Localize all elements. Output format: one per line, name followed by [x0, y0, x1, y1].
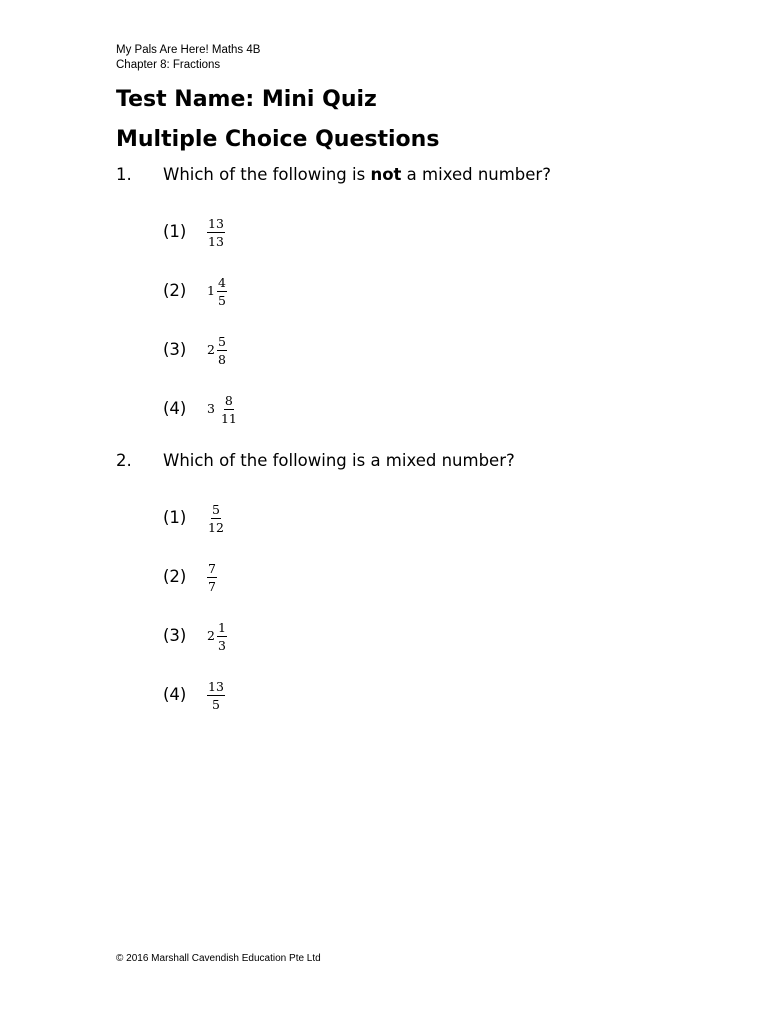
- numerator: 4: [217, 274, 226, 290]
- test-name-heading: Test Name: Mini Quiz: [116, 87, 377, 112]
- fraction: [217, 275, 227, 308]
- fraction: [217, 334, 227, 367]
- q1-option-2-fraction: [207, 271, 227, 311]
- numerator: 13: [208, 678, 224, 694]
- denominator: 8: [217, 351, 226, 367]
- question-1-text-after: a mixed number?: [401, 165, 551, 184]
- fraction: [207, 561, 217, 594]
- q2-option-1-label: (1): [163, 508, 187, 527]
- question-2-number: 2.: [116, 451, 132, 470]
- denominator: 3: [217, 637, 226, 653]
- whole-number: 2: [207, 628, 215, 643]
- q1-option-2-label: (2): [163, 281, 187, 300]
- q2-option-2-label: (2): [163, 567, 187, 586]
- q2-option-3-label: (3): [163, 626, 187, 645]
- numerator: 8: [224, 392, 233, 408]
- whole-number: 1: [207, 283, 215, 298]
- denominator: 11: [220, 410, 237, 426]
- numerator: 7: [208, 560, 216, 576]
- numerator: 1: [217, 619, 226, 635]
- copyright-footer: © 2016 Marshall Cavendish Education Pte Ltd: [116, 953, 321, 964]
- whole-number: 3: [207, 401, 215, 416]
- fraction: [207, 679, 225, 712]
- header-chapter: Chapter 8: Fractions: [116, 59, 221, 71]
- fraction: [217, 620, 227, 653]
- question-1-text-before: Which of the following is: [163, 165, 371, 184]
- fraction: [220, 393, 238, 426]
- denominator: 7: [208, 578, 216, 594]
- q1-option-4-label: (4): [163, 399, 187, 418]
- q2-option-2-fraction: [207, 557, 217, 597]
- fraction: [207, 502, 225, 535]
- numerator: 13: [208, 215, 224, 231]
- numerator: 5: [211, 501, 220, 517]
- question-1-number: 1.: [116, 165, 132, 184]
- q1-option-3-label: (3): [163, 340, 187, 359]
- header-book-title: My Pals Are Here! Maths 4B: [116, 44, 261, 56]
- whole-number: 2: [207, 342, 215, 357]
- q2-option-4-label: (4): [163, 685, 187, 704]
- q2-option-4-fraction: [207, 675, 225, 715]
- q1-option-1-label: (1): [163, 222, 187, 241]
- question-1-text-bold: not: [370, 165, 402, 184]
- numerator: 5: [217, 333, 226, 349]
- q1-option-4-fraction: [207, 389, 238, 429]
- denominator: 12: [208, 519, 224, 535]
- q1-option-3-fraction: [207, 330, 227, 370]
- question-2-text: Which of the following is a mixed number?: [163, 451, 515, 470]
- denominator: 5: [211, 696, 220, 712]
- denominator: 13: [208, 233, 224, 249]
- section-heading: Multiple Choice Questions: [116, 127, 440, 152]
- question-1-text: [163, 165, 551, 185]
- denominator: 5: [217, 292, 226, 308]
- q2-option-1-fraction: [207, 498, 225, 538]
- q2-option-3-fraction: [207, 616, 227, 656]
- q1-option-1-fraction: [207, 212, 225, 252]
- fraction: [207, 216, 225, 249]
